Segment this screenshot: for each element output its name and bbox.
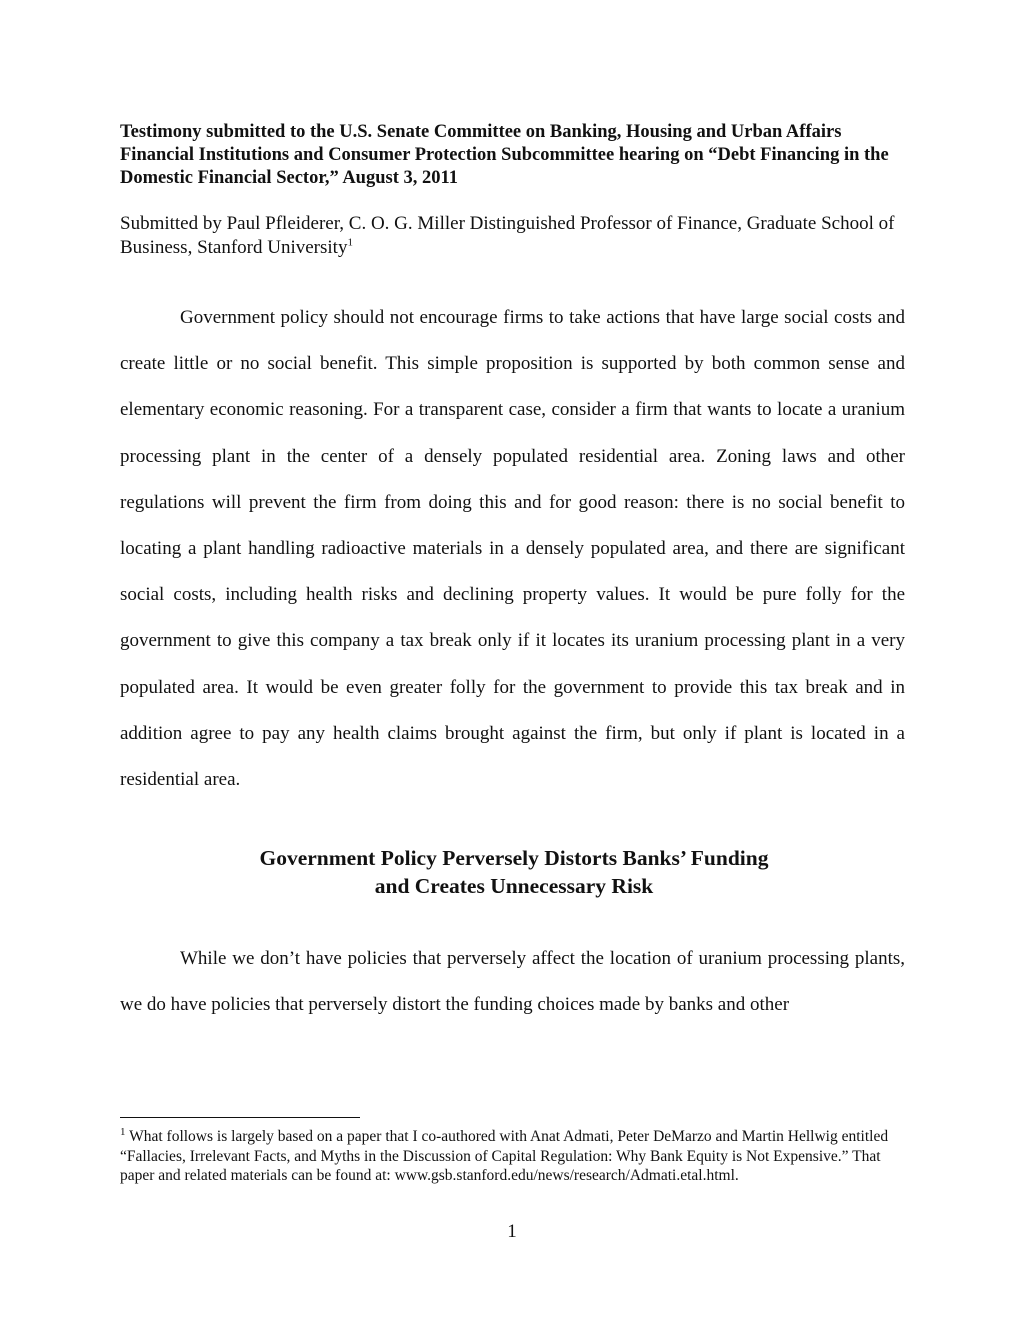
page-number: 1 bbox=[507, 1221, 517, 1242]
footnote-marker: 1 bbox=[120, 1125, 126, 1138]
footnote-text: What follows is largely based on a paper that I co-authored with Anat Admati, Peter DeMarzo and Martin Hellwig entitled “Fallacies, Irrelevant Facts, and Myths in the Discussion of Capital Regulation: Why Bank Equity is Not Expensive.” That paper and related materials can be found at: www.gsb.stanford.edu/news/research/Admati.etal.html. bbox=[120, 1128, 889, 1184]
footnote-separator bbox=[120, 1117, 360, 1118]
section-heading-line-2: and Creates Unnecessary Risk bbox=[374, 874, 654, 898]
footnote bbox=[120, 1127, 905, 1186]
testimony-title: Testimony submitted to the U.S. Senate Committee on Banking, Housing and Urban Affairs Financial Institutions and Consumer Protection Subcommittee hearing on “Debt Financing in the Domestic Financial Sector,” August 3, 2011 bbox=[120, 122, 889, 188]
submitted-by-line bbox=[120, 212, 910, 260]
body-paragraph-2: While we don’t have policies that perversely affect the location of uranium processing plants, we do have policies that perversely distort the funding choices made by banks and other bbox=[120, 948, 905, 1016]
submitted-by-text: Submitted by Paul Pfleiderer, C. O. G. Miller Distinguished Professor of Finance, Graduate School of Business, Stanford University bbox=[120, 213, 895, 258]
section-heading bbox=[120, 844, 908, 900]
section-heading-line-1: Government Policy Perversely Distorts Banks’ Funding bbox=[259, 846, 769, 870]
body-paragraph-1: Government policy should not encourage firms to take actions that have large social costs and create little or no social benefit. This simple proposition is supported by both common sense and elementary economic reasoning. For a transparent case, consider a firm that wants to locate a uranium processing plant in the center of a densely populated residential area. Zoning laws and other regulations will prevent the firm from doing this and for good reason: there is no social benefit to locating a plant handling radioactive materials in a densely populated area, and there are significant social costs, including health risks and declining property values. It would be pure folly for the government to give this company a tax break only if it locates its uranium processing plant in a very populated area. It would be even greater folly for the government to provide this tax break and in addition agree to pay any health claims brought against the firm, but only if plant is located in a residential area. bbox=[120, 307, 905, 791]
footnote-reference: 1 bbox=[347, 236, 353, 249]
